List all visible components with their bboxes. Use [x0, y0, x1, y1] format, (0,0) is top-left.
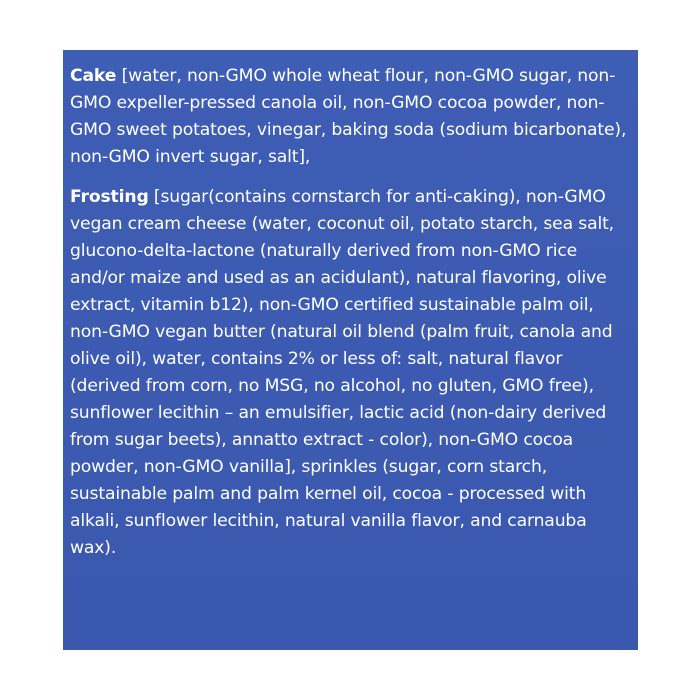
cake-ingredients [70, 63, 630, 171]
ingredients-panel [63, 50, 638, 650]
frosting-ingredients [70, 184, 630, 562]
frosting-ingredient-list: [sugar(contains cornstarch for anti-caking), non-GMO vegan cream cheese (water, coconut oil, potato starch, sea salt, glucono-delta-lactone (naturally derived from non-GMO rice and/or maize and used as an acidulant), natural flavoring, olive extract, vitamin b12), non-GMO certified sustainable palm oil, non-GMO vegan butter (natural oil blend (palm fruit, canola and olive oil), water, contains 2% or less of: salt, natural flavor (derived from corn, no MSG, no alcohol, no gluten, GMO free), sunflower lecithin – an emulsifier, lactic acid (non-dairy derived from sugar beets), annatto extract - color), non-GMO cocoa powder, non-GMO vanilla], sprinkles (sugar, corn starch, sustainable palm and palm kernel oil, cocoa - processed with alkali, sunflower lecithin, natural vanilla flavor, and carnauba wax). [70, 187, 614, 558]
cake-heading: Cake [70, 66, 117, 86]
frosting-heading: Frosting [70, 187, 149, 207]
cake-ingredient-list: [water, non-GMO whole wheat flour, non-GMO sugar, non-GMO expeller-pressed canola oil, non-GMO cocoa powder, non-GMO sweet potatoes, vinegar, baking soda (sodium bicarbonate), non-GMO invert sugar, salt], [70, 66, 627, 167]
